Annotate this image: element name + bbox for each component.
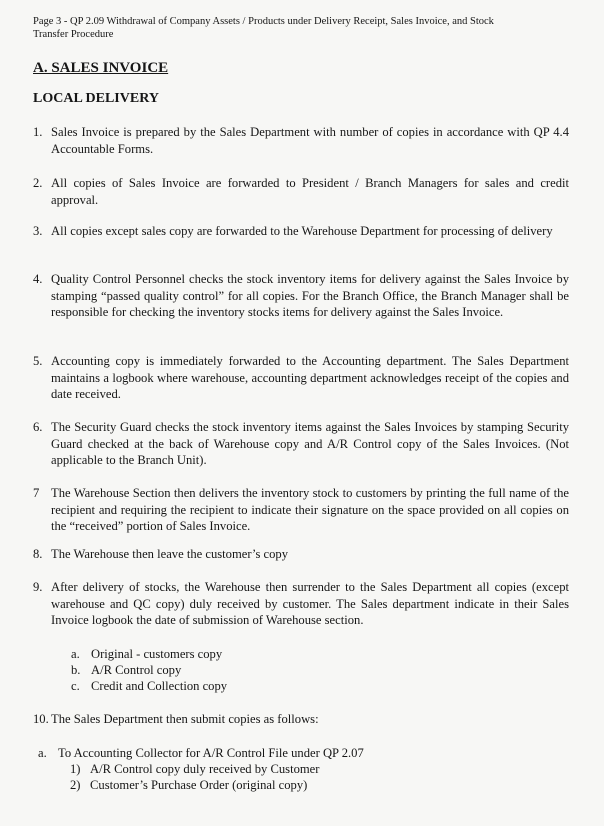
sub-sub-list-item (70, 777, 307, 794)
sub-sub-number: 2) (70, 778, 81, 792)
item-number: 9. (33, 580, 43, 594)
copy-text: Credit and Collection copy (91, 679, 228, 693)
list-item (33, 223, 569, 240)
header-line-1: Page 3 - QP 2.09 Withdrawal of Company Assets / Products under Delivery Receipt, Sales Invoice, and Stock (33, 16, 494, 27)
list-item (33, 353, 569, 403)
list-item (33, 546, 569, 563)
sub-letter: a. (38, 746, 47, 760)
item-number: 2. (33, 176, 43, 190)
sub-list-item (38, 745, 364, 762)
list-item (33, 175, 569, 208)
list-item (33, 124, 569, 157)
item-text: The Warehouse Section then delivers the inventory stock to customers by printing the full name of the recipient and requiring the recipient to indicate their signature on the space provided on all copies on the “received” portion of Sales Invoice. (51, 486, 569, 533)
item-number: 10. (33, 712, 49, 726)
item-number: 4. (33, 272, 43, 286)
item-text: The Sales Department then submit copies as follows: (51, 712, 319, 726)
item-number: 1. (33, 125, 43, 139)
item-number: 8. (33, 547, 43, 561)
item-text: Accounting copy is immediately forwarded to the Accounting department. The Sales Department maintains a logbook where warehouse, accounting department acknowledges receipt of the copies and date received. (51, 354, 569, 401)
list-item (33, 711, 569, 728)
item-text: The Warehouse then leave the customer’s copy (51, 547, 289, 561)
copy-list-item (71, 646, 222, 663)
sub-sub-list-item (70, 761, 319, 778)
item-text: All copies of Sales Invoice are forwarded to President / Branch Managers for sales and credit approval. (51, 176, 569, 207)
item-number: 7 (33, 486, 40, 500)
list-item (33, 419, 569, 469)
copy-text: Original - customers copy (91, 647, 223, 661)
list-item (33, 579, 569, 629)
item-text: Sales Invoice is prepared by the Sales Department with number of copies in accordance with QP 4.4 Accountable Forms. (51, 125, 569, 156)
item-number: 5. (33, 354, 43, 368)
copy-list-item (71, 662, 181, 679)
sub-sub-text: Customer’s Purchase Order (original copy) (90, 778, 308, 792)
item-text: All copies except sales copy are forwarded to the Warehouse Department for processing of delivery (51, 224, 553, 238)
item-number: 3. (33, 224, 43, 238)
copy-letter: b. (71, 663, 81, 677)
list-item (33, 485, 569, 535)
sub-sub-text: A/R Control copy duly received by Customer (90, 762, 320, 776)
item-text: After delivery of stocks, the Warehouse then surrender to the Sales Department all copies (except warehouse and QC copy) duly received by customer. The Sales department indicate in their Sales Invoice logbook the date of submission of Warehouse section. (51, 580, 569, 627)
copy-letter: a. (71, 647, 80, 661)
section-title: A. SALES INVOICE (33, 60, 169, 76)
item-text: The Security Guard checks the stock inventory items against the Sales Invoices by stamping Security Guard checked at the back of Warehouse copy and A/R Control copy of the Sales Invoices. (Not applicable to the Branch Unit). (51, 420, 569, 467)
list-item (33, 271, 569, 321)
item-text: Quality Control Personnel checks the stock inventory items for delivery against the Sales Invoice by stamping “passed quality control” for all copies. For the Branch Office, the Branch Manager shall be responsible for checking the inventory stocks items for delivery against the Sales Invoice. (51, 272, 569, 319)
copy-list-item (71, 678, 227, 695)
copy-letter: c. (71, 679, 80, 693)
sub-title: LOCAL DELIVERY (33, 91, 159, 106)
item-number: 6. (33, 420, 43, 434)
copy-text: A/R Control copy (91, 663, 182, 677)
sub-sub-number: 1) (70, 762, 81, 776)
header-line-2: Transfer Procedure (33, 29, 114, 40)
page-header (33, 15, 563, 41)
sub-text: To Accounting Collector for A/R Control File under QP 2.07 (58, 746, 364, 760)
